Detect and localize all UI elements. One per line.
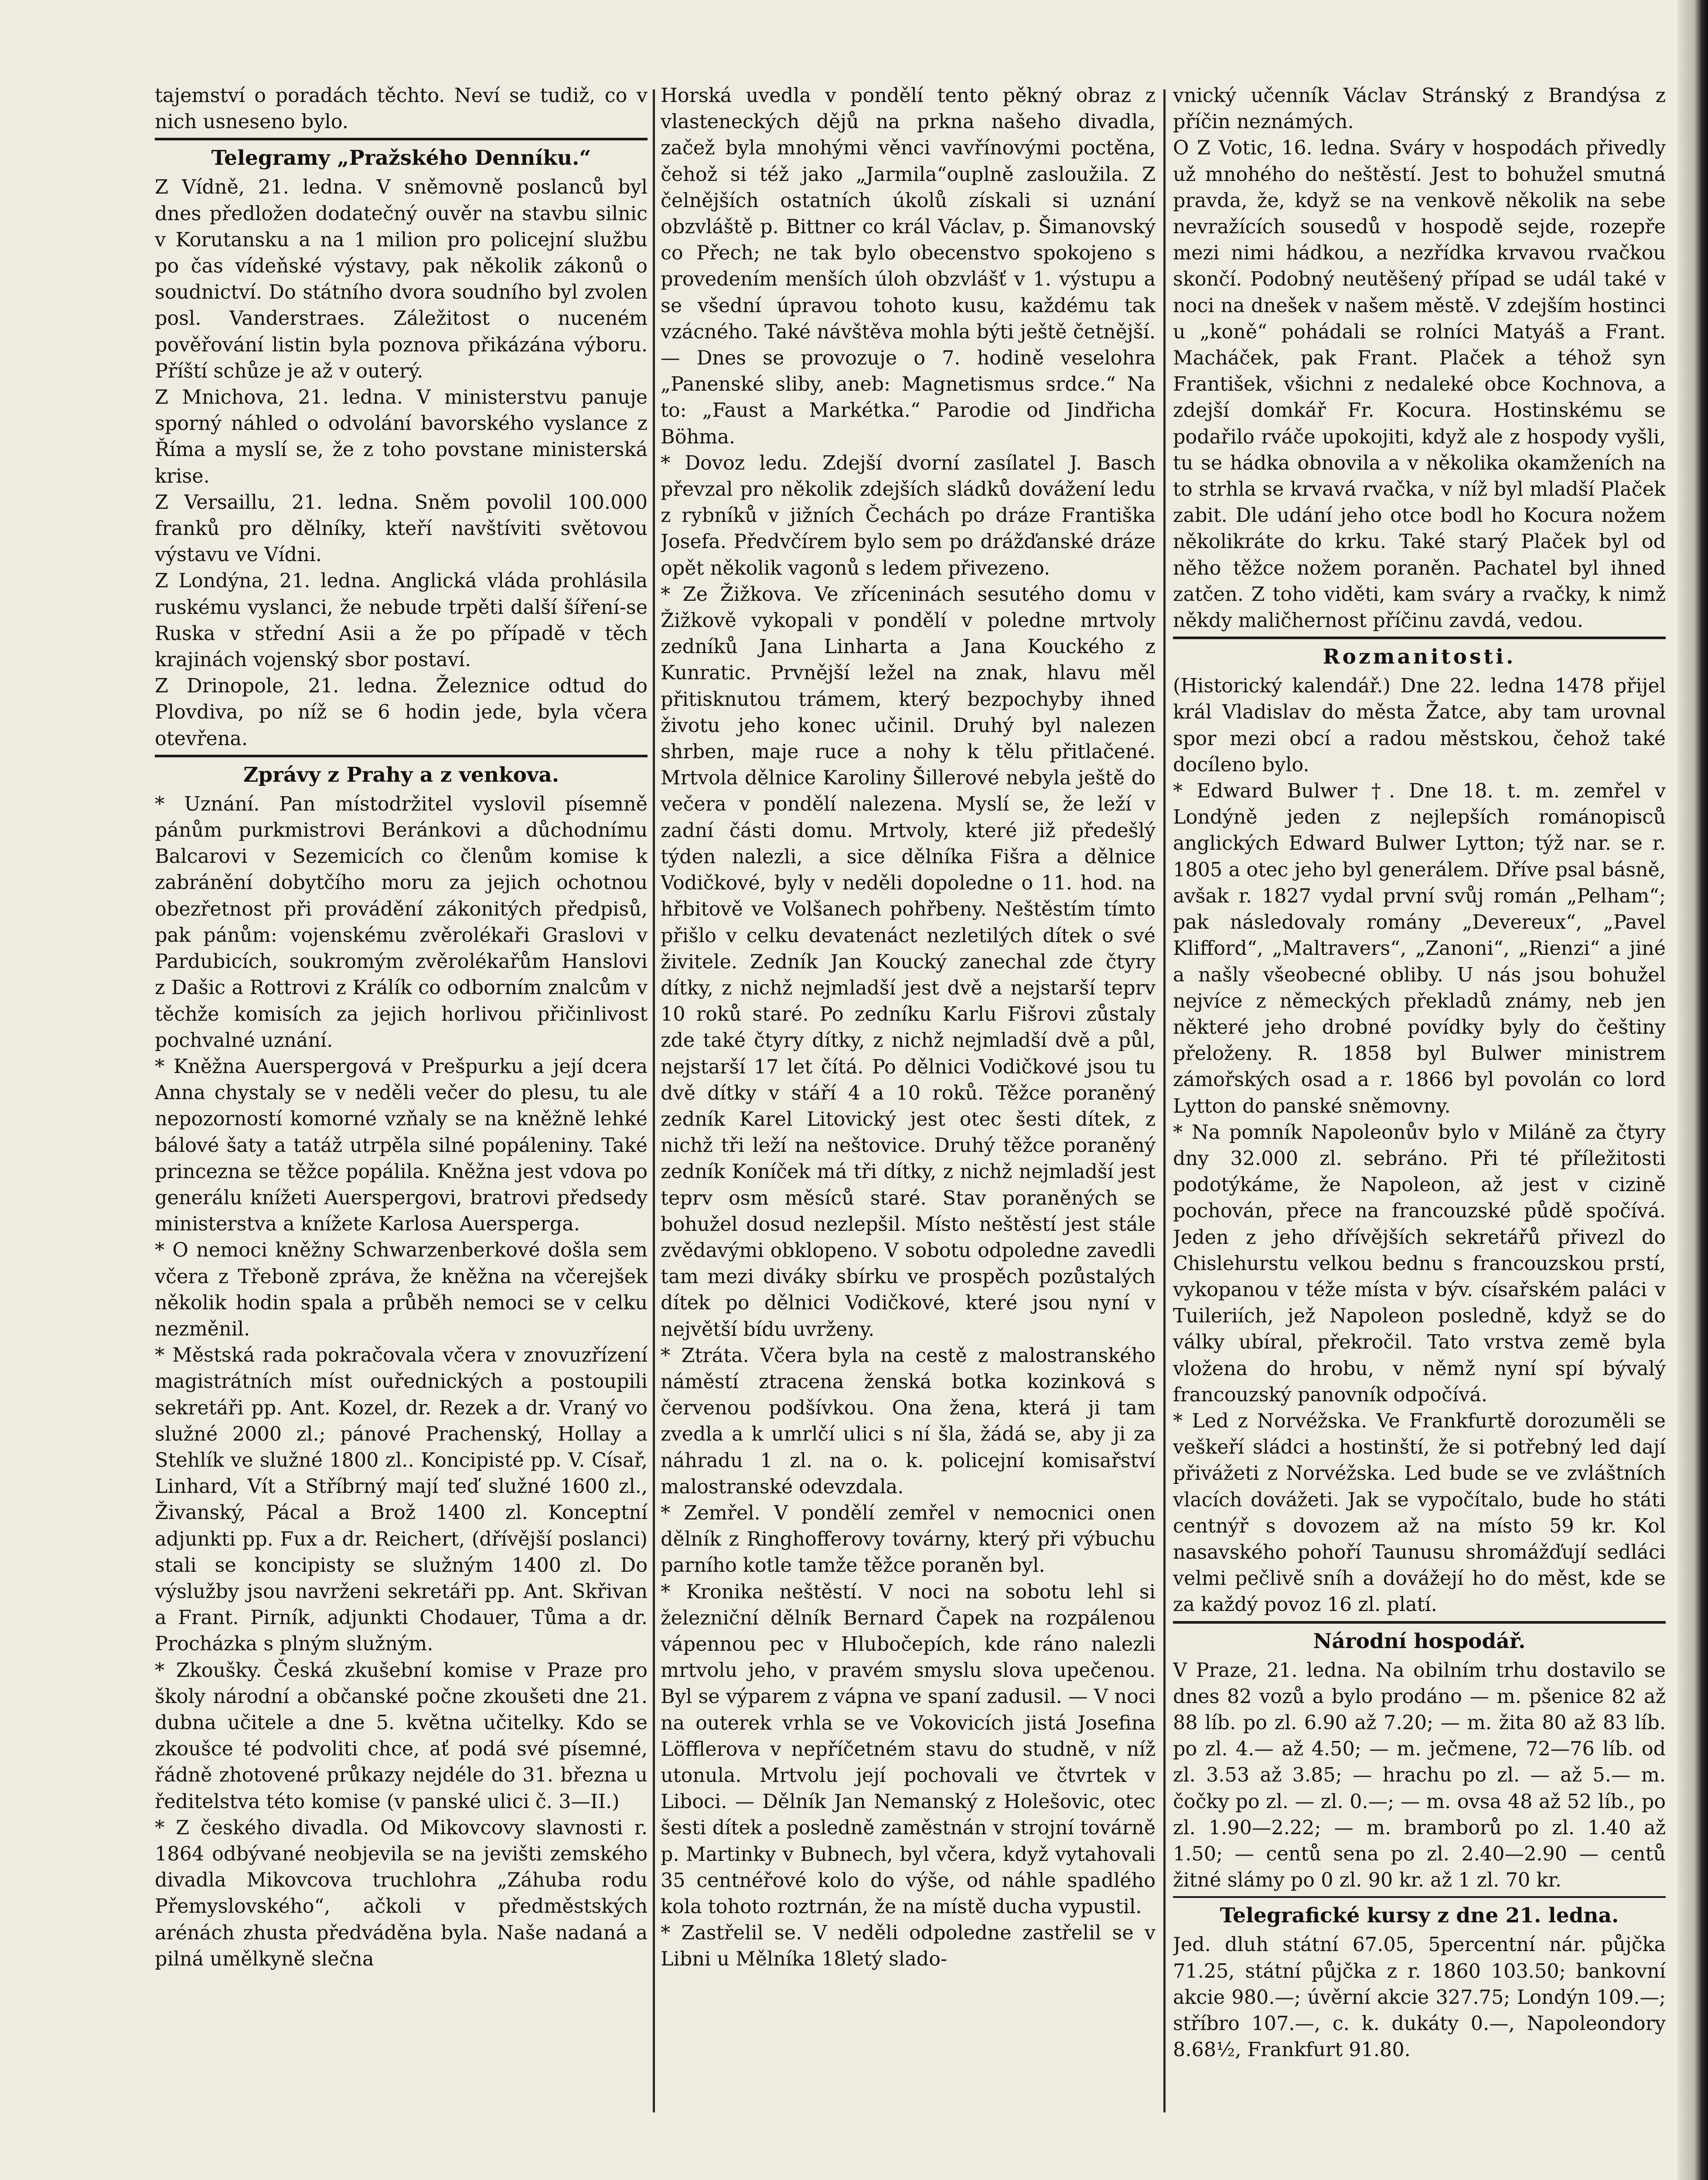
news-item: * Dovoz ledu. Zdejší dvorní zasílatel J. Basch převzal pro několik zdejších sládků dovážení ledu z rybníků v jižních Čechách po dráze Františka Josefa. Předvčírem bylo sem po drážďanské dráze opět několik vagonů s ledem přivezeno.: [661, 452, 1156, 579]
column-2: [661, 83, 1156, 2132]
telegrams-heading: Telegramy „Pražského Denníku.“: [211, 146, 591, 170]
market-report: V Praze, 21. ledna. Na obilním trhu dostavilo se dnes 82 vozů a bylo prodáno — m. pšenice 82 až 88 líb. po zl. 6.90 až 7.20; — m. žita 80 až 83 líb. po zl. 4.— až 4.50; — m. ječmene, 72—76 líb. od zl. 3.53 až 3.85; — hrachu po zl. — až 5.— m. čočky po zl. — zl. 0.—; — m. ovsa 48 až 52 líb., po zl. 1.90—2.22; — m. bramborů po zl. 1.40 až 1.50; — centů sena po zl. 2.40—2.90 — centů žitné slámy po 0 zl. 90 kr. až 1 zl. 70 kr.: [1173, 1659, 1666, 1892]
news-item: * Zemřel. V pondělí zemřel v nemocnici onen dělník z Ringhofferovy továrny, který při výbuchu parního kotle tamže těžce poraněn byl.: [661, 1502, 1156, 1577]
telegram-item: Z Mnichova, 21. ledna. V ministerstvu panuje sporný náhled o odvolání bavorského vyslance z Říma a myslí se, že z toho povstane ministerská krise.: [155, 386, 648, 487]
exchange-rates: Jed. dluh státní 67.05, 5percentní nár. půjčka 71.25, státní půjčka z r. 1860 103.50; bankovní akcie 980.—; úvěrní akcie 327.75; Londýn 109.—; stříbro 107.—, c. k. dukáty 0.—, Napoleondory 8.68½, Frankfurt 91.80.: [1173, 1934, 1666, 2061]
news-item: O Z Votic, 16. ledna. Sváry v hospodách přivedly už mnohého do neštěstí. Jest to bohužel smutná pravda, že, když se na venkově několik na sebe nevražících sousedů v hospodě sejde, rozepře mezi nimi hádkou, a nezřídka krvavou rvačkou skončí. Podobný neutěšený případ se udál také v noci na dnešek v našem městě. V zdejším hostinci u „koně“ pohádali se rolníci Matyáš a Frant. Macháček, pak Frant. Plaček a téhož syn František, všichni z nedaleké obce Kochnova, a zdejší domkář Fr. Kocura. Hostinskému se podařilo rváče upokojiti, když ale z hospody vyšli, tu se hádka obnovila a v několika okamženích na to strhla se krvavá rvačka, v níž byl mladší Plaček zabit. Dle udání jeho otce bodl ho Kocura nožem několikráte do krku. Také starý Plaček byl od něho těžce nožem poraněn. Pachatel byl ihned zatčen. Z toho viděti, kam sváry a rvačky, k nimž někdy maličhernost příčinu zavdá, vedou.: [1173, 137, 1666, 632]
news-heading: Zprávy z Prahy a z venkova.: [243, 763, 559, 787]
kursy-heading: Telegrafické kursy z dne 21. ledna.: [1220, 1904, 1619, 1928]
news-item: * Uznání. Pan místodržitel vyslovil písemně pánům purkmistrovi Beránkovi a důchodnímu Balcarovi v Sezemicích co členům komise k zabránění dobytčího moru za jejich ochotnou obezřetnost při provádění zákonitých předpisů, pak pánům: vojenskému zvěrolékaři Graslovi v Pardubicích, soukromým zvěrolékařům Hanslovi z Dašic a Rottrovi z Králík co odborním znalcům v těchže komisích za jejich horlivou přičinlivost pochvalné uznání.: [155, 793, 648, 1052]
hospodar-heading: Národní hospodář.: [1313, 1629, 1526, 1653]
column-rule: [1163, 89, 1166, 2112]
news-item: * Zkoušky. Česká zkušební komise v Praze pro školy národní a občanské počne zkoušeti dne 21. dubna učitele a dne 5. května učitelky. Kdo se zkoušce té podvoliti chce, ať podá své písemné, řádně zhotovené průkazy nejdéle do 31. března u ředitelstva této komise (v panské ulici č. 3—II.): [155, 1659, 648, 1813]
section-rule: [155, 138, 648, 140]
column-1: [155, 83, 648, 2132]
news-item: * Ztráta. Včera byla na cestě z malostranského náměstí ztracena ženská botka kozinková s červenou podšívkou. Ona žena, která ji tam zvedla a k umrlčí ulici s ní šla, žádá se, aby ji za náhradu 1 zl. na o. k. policejní komisařství malostranské odevzdala.: [661, 1344, 1156, 1498]
news-item: * Městská rada pokračovala včera v znovuzřízení magistrátních míst ouřednických a postoupili sekretáři pp. Ant. Kozel, dr. Rezek a dr. Vraný vo služné 2000 zl.; pánové Prachenský, Hollay a Stehlík ve služné 1800 zl.. Koncipisté pp. V. Císař, Linhard, Vít a Stříbrný mají teď služné 1600 zl., Živanský, Pácal a Brož 1400 zl. Konceptní adjunkti pp. Fux a dr. Reichert, (dřívější poslanci) stali se koncipisty se služným 1400 zl. Do výslužby jsou navrženi sekretáři pp. Ant. Skřivan a Frant. Pirník, adjunkti Chodauer, Tůma a dr. Procházka s plným služným.: [155, 1344, 648, 1655]
news-item: * Kněžna Auerspergová v Prešpurku a její dcera Anna chystaly se v neděli večer do plesu, tu ale nepozorností komorné vzňaly se na kněžně lehké bálové šaty a tatáž utrpěla silné popáleniny. Také princezna se těžce popálila. Kněžna jest vdova po generálu knížeti Auerspergovi, bratrovi předsedy ministerstva a knížete Karlosa Auersperga.: [155, 1055, 648, 1236]
news-item: Horská uvedla v pondělí tento pěkný obraz z vlasteneckých dějů na prkna našeho divadla, začež byla mnohými věnci vavřínovými poctěna, čehož si též jako „Jarmila“ouplně zasloužila. Z čelnějších ostatních úkolů získali si uznání obzvláště p. Bittner co král Václav, p. Šimanovský co Přech; ne tak bylo obecenstvo spokojeno s provedením menších úloh obzvlášť v 1. výstupu a se všední úpravou tohoto kusu, každému tak vzácného. Také návštěva mohla býti ještě četnější. — Dnes se provozuje o 7. hodině veselohra „Panenské sliby, aneb: Magnetismus srdce.“ Na to: „Faust a Markétka.“ Parodie od Jindřicha Böhma.: [661, 85, 1156, 448]
news-item: * Z českého divadla. Od Mikovcovy slavnosti r. 1864 odbývané neobjevila se na jevišti zemského divadla Mikovcova truchlohra „Záhuba rodu Přemyslovského“, ačkoli v předměstských arénách zhusta předváděna byla. Naše nadaná a pilná umělkyně slečna: [155, 1816, 648, 1970]
news-item: * Kronika neštěstí. V noci na sobotu lehl si železniční dělník Bernard Čapek na rozpálenou vápennou pec v Hlubočepích, kde ráno nalezli mrtvolu jeho, v pravém smyslu slova upečenou. Byl se výparem z vápna ve spaní zadusil. — V noci na outerek vrhla se ve Vokovicích jistá Josefina Löfflerova v nepříčetném stavu do studně, v níž utonula. Mrtvolu její pochovali ve čtvrtek v Liboci. — Dělník Jan Nemanský z Holešovic, otec šesti dítek a posledně zaměstnán v strojní továrně p. Martinky v Bubnech, byl včera, když vytahovali 35 centnéřové kolo do výše, od náhle spadlého kola tohoto roztrnán, že na místě ducha vypustil.: [661, 1580, 1156, 1918]
telegram-item: Z Versaillu, 21. ledna. Sněm povolil 100.000 franků pro dělníky, kteří navštíviti světovou výstavu ve Vídni.: [155, 491, 648, 566]
news-item: vnický učenník Václav Stránský z Brandýsa z příčin neznámých.: [1173, 85, 1666, 133]
telegram-item: Z Vídně, 21. ledna. V sněmovně poslanců byl dnes předložen dodatečný ouvěr na stavbu silnic v Korutansku a na 1 milion pro policejní službu po čas vídeňské výstavy, pak několik zákonů o soudnictví. Do státního dvora soudního byl zvolen posl. Vanderstraes. Záležitost o nuceném pověřování listin byla poznova přikázána výboru. Příští schůze je až v outerý.: [155, 176, 648, 382]
section-rule: [1173, 637, 1666, 639]
section-rule: [155, 755, 648, 757]
rozmanitosti-item: * Edward Bulwer †. Dne 18. t. m. zemřel v Londýně jeden z nejlepších románopisců anglických Edward Bulwer Lytton; týž nar. se r. 1805 a otec jeho byl generálem. Dříve psal básně, avšak r. 1827 vydal první svůj román „Pelham“; pak následovaly romány „Devereux“, „Pavel Klifford“, „Maltravers“, „Zanoni“, „Rienzi“ a jiné a našly všeobecné obliby. U nás jsou bohužel nejvíce z německých překladů známy, neb jen některé jeho drobné povídky byly do češtiny přeloženy. R. 1858 byl Bulwer ministrem zámořských osad a r. 1866 byl povolán co lord Lytton do panské sněmovny.: [1173, 780, 1666, 1117]
telegram-item: Z Londýna, 21. ledna. Anglická vláda prohlásila ruskému vyslanci, že nebude trpěti další šíření-se Ruska v střední Asii a že po případě v těch krajinách vojenský sbor postaví.: [155, 570, 648, 671]
section-rule: [1173, 1896, 1666, 1898]
section-rule: [1173, 1621, 1666, 1624]
rozmanitosti-item: (Historický kalendář.) Dne 22. ledna 1478 přijel král Vladislav do města Žatce, aby tam urovnal spor mezi obcí a radou městskou, čehož také docíleno bylo.: [1173, 675, 1666, 776]
rozmanitosti-item: * Led z Norvéžska. Ve Frankfurtě dorozuměli se veškeří sládci a hostinští, že si potřebný led dají přivážeti z Norvéžska. Led bude se ve zvláštních vlacích dovážeti. Jak se vypočítalo, bude ho státi centnýř s dovozem až na místo 59 kr. Kol nasavského pohoří Taunusu shromážďují sedláci velmi pečlivě sníh a dovážejí ho do měst, kde se za každý povoz 16 zl. platí.: [1173, 1410, 1666, 1616]
column-rule: [653, 89, 655, 2112]
binding-shadow: [1677, 0, 1708, 2180]
rozmanitosti-item: * Na pomník Napoleonův bylo v Miláně za čtyry dny 32.000 zl. sebráno. Při té příležitosti podotýkáme, že Napoleon, až jest v cizině pochován, přece na francouzské půdě spočívá. Jeden z jeho dřívějších sekretářů přivezl do Chislehurstu velkou bednu s francouzskou prstí, vykopanou v téže místa v býv. císařském paláci v Tuileriích, jež Napoleon posledně, když se do války ubíral, překročil. Tato vrstva země byla vložena do hrobu, v němž nyní spí bývalý francouzský panovník odpočívá.: [1173, 1121, 1666, 1406]
rozmanitosti-heading: Rozmanitosti.: [1323, 645, 1516, 669]
news-item: * Ze Žižkova. Ve zříceninách sesutého domu v Žižkově vykopali v pondělí v poledne mrtvoly zedníků Jana Linharta a Jana Kouckého z Kunratic. Prvnější ležel na znak, hlavu měl přitisknutou trámem, který bezpochyby ihned životu jeho konec učinil. Druhý byl nalezen shrben, maje ruce a nohy k tělu přitlačené. Mrtvola dělnice Karoliny Šillerové nebyla ještě do večera v pondělí nalezena. Myslí se, že leží v zadní části domu. Mrtvoly, které již předešlý týden nalezli, a sice dělníka Fišra a dělnice Vodičkové, byly v neděli dopoledne o 11. hod. na hřbitově ve Volšanech pohřbeny. Neštěstím tímto přišlo v celku devatenáct nezletilých dítek o své živitele. Zedník Jan Koucký zanechal zde čtyry dítky, z nichž nejmladší jest dvě a nejstarší teprv 10 roků staré. Po zedníku Karlu Fišrovi zůstaly zde také čtyry dítky, z nichž nejmladší dvě a půl, nejstarší 17 let čítá. Po dělnici Vodičkové jsou tu dvě dítky v stáří 4 a 10 roků. Těžce poraněný zedník Karel Litovický jest otec šesti dítek, z nichž tři leží na neštovice. Druhý těžce poraněný zedník Koníček má tři dítky, z nichž nejmladší jest teprv osm měsíců staré. Stav poraněných se bohužel dosud nezlepšil. Místo neštěstí jest stále zvědavými obklopeno. V sobotu odpoledne zavedli tam mezi diváky sbírku ve prospěch pozůstalých dítek po dělnici Vodičkové, které jsou nyní v největší bídu uvrženy.: [661, 583, 1156, 1341]
news-item: * Zastřelil se. V neděli odpoledne zastřelil se v Libni u Mělníka 18letý slado-: [661, 1922, 1156, 1971]
intro-text: tajemství o poradách těchto. Neví se tudiž, co v nich usneseno bylo.: [155, 85, 648, 133]
news-item: * O nemoci kněžny Schwarzenberkové došla sem včera z Třeboně zpráva, že kněžna na včerejšek několik hodin spala a průběh nemoci se v celku nezměnil.: [155, 1239, 648, 1340]
telegram-item: Z Drinopole, 21. ledna. Železnice odtud do Plovdiva, po níž se 6 hodin jede, byla včera otevřena.: [155, 675, 648, 750]
column-3: [1173, 83, 1666, 2132]
